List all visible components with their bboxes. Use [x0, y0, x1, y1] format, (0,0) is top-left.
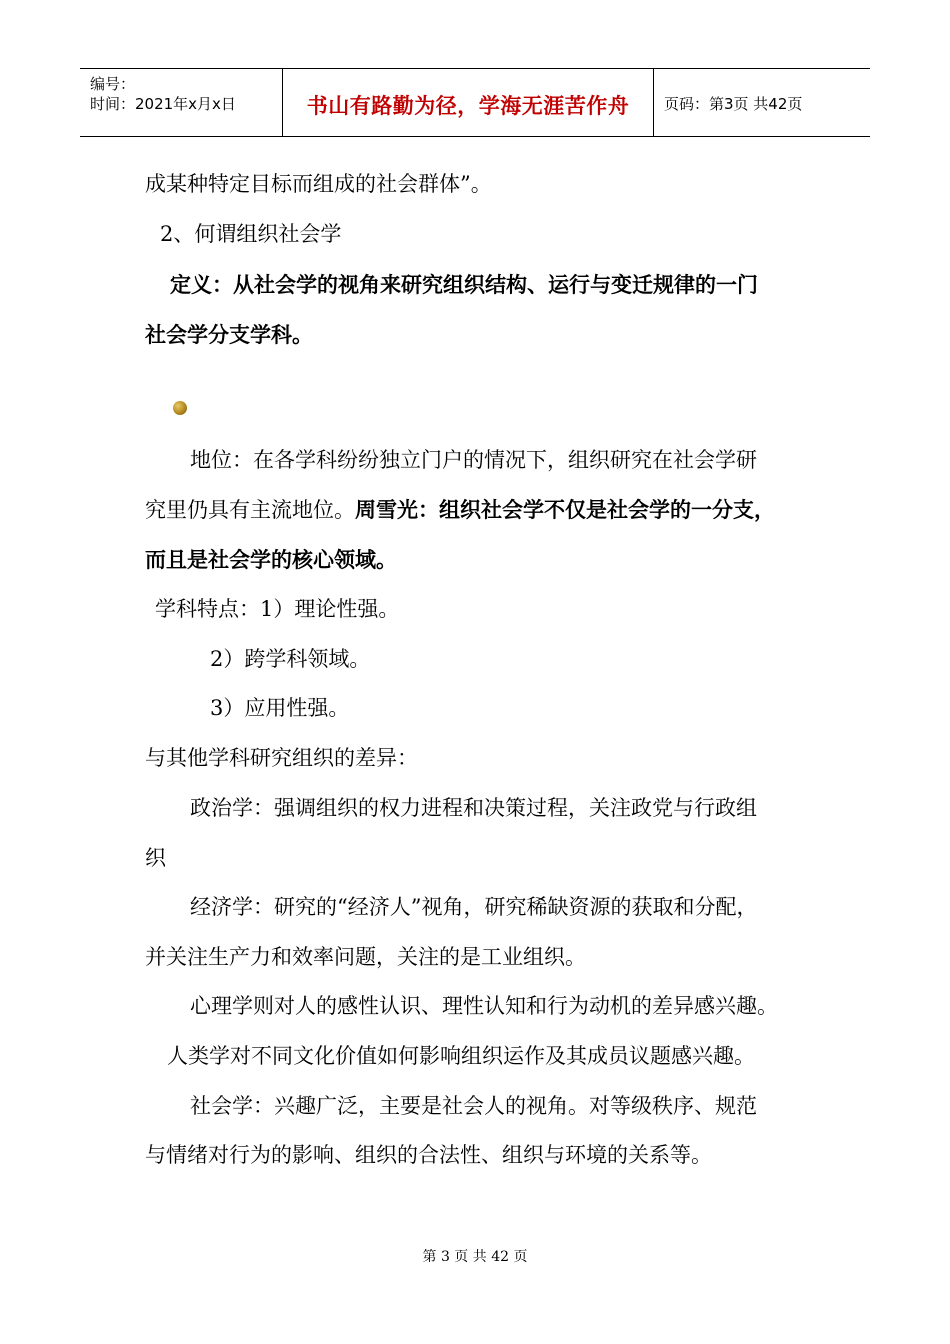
text-line: 并关注生产力和效率问题，关注的是工业组织。 [145, 945, 586, 969]
text-line [145, 496, 775, 524]
text-line: 心理学则对人的感性认识、理性认知和行为动机的差异感兴趣。 [190, 994, 778, 1018]
text-line: 织 [145, 846, 166, 870]
bold-quote: 而且是社会学的核心领域。 [145, 547, 397, 572]
text-line: 3）应用性强。 [210, 696, 350, 720]
page-footer: 第 3 页 共 42 页 [422, 1249, 528, 1265]
header-meta-cell [80, 69, 283, 136]
gold-bullet-icon [173, 401, 187, 415]
text-line: 学科特点：1）理论性强。 [155, 597, 400, 621]
text-line: 2）跨学科领域。 [210, 647, 371, 671]
text-line: 社会学：兴趣广泛，主要是社会人的视角。对等级秩序、规范 [190, 1094, 757, 1118]
text-line: 与其他学科研究组织的差异： [145, 746, 418, 770]
motto-text: 书山有路勤为径，学海无涯苦作舟 [306, 94, 630, 118]
text-line: 地位：在各学科纷纷独立门户的情况下，组织研究在社会学研 [190, 448, 757, 472]
time-label: 时间：2021年x月x日 [90, 95, 236, 113]
section-heading: 2、何谓组织社会学 [160, 222, 342, 246]
definition-line: 社会学分支学科。 [145, 322, 313, 347]
header-motto-cell [283, 69, 654, 136]
number-label: 编号： [90, 75, 136, 93]
text-span: 究里仍具有主流地位。 [145, 498, 355, 522]
text-line: 与情绪对行为的影响、组织的合法性、组织与环境的关系等。 [145, 1143, 712, 1167]
bold-quote: 周雪光：组织社会学不仅是社会学的一分支， [355, 497, 775, 522]
header-page-cell [654, 69, 870, 136]
definition-line: 定义：从社会学的视角来研究组织结构、运行与变迁规律的一门 [170, 272, 758, 297]
text-line: 经济学：研究的“经济人”视角，研究稀缺资源的获取和分配， [190, 895, 758, 919]
text-line: 人类学对不同文化价值如何影响组织运作及其成员议题感兴趣。 [167, 1044, 755, 1068]
text-line: 政治学：强调组织的权力进程和决策过程，关注政党与行政组 [190, 796, 757, 820]
text-line: 成某种特定目标而组成的社会群体”。 [145, 172, 492, 196]
page-header [80, 68, 870, 137]
page-info: 页码：第3页 共42页 [664, 95, 803, 113]
